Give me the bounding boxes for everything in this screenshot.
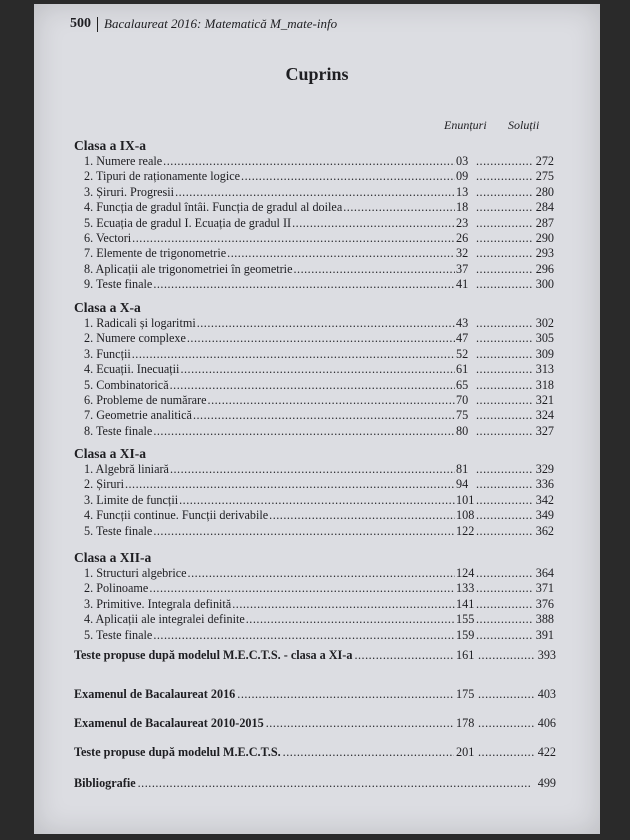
statements-page: 61 <box>456 362 469 377</box>
dot-leader <box>179 493 455 508</box>
section-heading: Clasa a IX-a <box>74 138 147 153</box>
dot-leader <box>232 597 455 612</box>
statements-page: 26 <box>456 230 469 245</box>
toc-row-label: 6. Probleme de numărare <box>84 392 207 407</box>
dot-leader <box>293 262 455 277</box>
section-heading: Clasa a XI-a <box>74 446 147 461</box>
statements-page: 70 <box>456 392 469 407</box>
section-clasa-xi <box>74 446 554 539</box>
toc-row <box>74 477 554 492</box>
solutions-column-header: Soluții <box>508 118 540 132</box>
statements-page: 13 <box>456 184 469 199</box>
dot-leader <box>237 687 454 702</box>
dot-leader <box>476 262 532 277</box>
solutions-page: 342 <box>535 492 554 507</box>
toc-row <box>74 246 554 261</box>
toc-row-label: 4. Aplicații ale integralei definite <box>84 612 245 627</box>
toc-row-label: 5. Combinatorică <box>84 377 169 392</box>
dot-leader <box>180 362 455 377</box>
statements-page: 159 <box>456 627 475 642</box>
solutions-page: 388 <box>535 612 554 627</box>
toc-row-label: 4. Funcția de gradul întâi. Funcția de gradul al doilea <box>84 200 343 215</box>
statements-page: 94 <box>456 477 469 492</box>
solutions-page: 349 <box>535 508 554 523</box>
toc-row <box>74 362 554 377</box>
statements-page: 108 <box>456 508 475 523</box>
solutions-page: 290 <box>535 230 554 245</box>
toc-entry-bac-2010-2015 <box>74 716 556 731</box>
toc-entry-teste-mects-xi <box>74 648 556 663</box>
toc-entry-label: Examenul de Bacalaureat 2016 <box>74 687 236 701</box>
solutions-page: 321 <box>535 392 554 407</box>
solutions-page: 376 <box>535 596 554 611</box>
toc-row <box>74 508 554 523</box>
dot-leader <box>476 628 532 643</box>
dot-leader <box>153 277 455 292</box>
solutions-page: 305 <box>535 331 554 346</box>
statements-page: 75 <box>456 408 469 423</box>
solutions-page: 313 <box>535 362 554 377</box>
solutions-page: 327 <box>535 423 554 438</box>
section-clasa-xii <box>74 550 554 643</box>
toc-row-label: 2. Numere complexe <box>84 331 186 346</box>
dot-leader <box>476 316 532 331</box>
dot-leader <box>292 216 455 231</box>
solutions-page: 293 <box>535 246 554 261</box>
solutions-page: 371 <box>535 581 554 596</box>
dot-leader <box>476 597 532 612</box>
dot-leader <box>476 378 532 393</box>
solutions-page: 302 <box>535 316 554 330</box>
statements-column-header: Enunțuri <box>444 118 487 132</box>
solutions-page: 364 <box>535 566 554 580</box>
solutions-page: 272 <box>535 154 554 168</box>
dot-leader <box>476 169 532 184</box>
solutions-page: 300 <box>535 277 554 292</box>
toc-row-label: 3. Primitive. Integrala definită <box>84 596 232 611</box>
dot-leader <box>476 612 532 627</box>
solutions-page: 362 <box>535 523 554 538</box>
section-heading: Clasa a XII-a <box>74 550 152 565</box>
toc-row <box>74 216 554 231</box>
toc-row-label: 3. Șiruri. Progresii <box>84 184 175 199</box>
dot-leader <box>476 581 532 596</box>
toc-row <box>74 408 554 423</box>
dot-leader <box>193 408 455 423</box>
toc-entry-teste-mects <box>74 745 556 760</box>
toc-row <box>74 347 554 362</box>
solutions-page: 499 <box>537 776 556 790</box>
section-clasa-x <box>74 300 554 439</box>
toc-row <box>74 231 554 246</box>
statements-page: 41 <box>456 277 469 292</box>
toc-row-label: 4. Funcții continue. Funcții derivabile <box>84 508 269 523</box>
dot-leader <box>476 362 532 377</box>
toc-row-label: 1. Numere reale <box>84 154 163 168</box>
toc-row <box>74 185 554 200</box>
toc-row-label: 4. Ecuații. Inecuații <box>84 362 180 377</box>
dot-leader <box>227 246 455 261</box>
book-page <box>34 4 600 834</box>
solutions-page: 391 <box>535 627 554 642</box>
solutions-page: 393 <box>537 648 556 662</box>
solutions-page: 336 <box>535 477 554 492</box>
toc-row-label: 1. Structuri algebrice <box>84 566 187 580</box>
solutions-page: 280 <box>535 184 554 199</box>
toc-row-label: 1. Algebră liniară <box>84 462 169 476</box>
dot-leader <box>170 462 455 477</box>
dot-leader <box>478 716 534 731</box>
toc-row <box>74 262 554 277</box>
toc-row-label: 1. Radicali și logaritmi <box>84 316 196 330</box>
toc-row <box>74 393 554 408</box>
statements-page: 155 <box>456 612 475 627</box>
dot-leader <box>476 408 532 423</box>
dot-leader <box>138 776 532 791</box>
dot-leader <box>476 393 532 408</box>
book-title: Bacalaureat 2016: Matematică M_mate-info <box>104 16 338 31</box>
dot-leader <box>149 581 455 596</box>
dot-leader <box>476 424 532 439</box>
toc-row <box>74 154 554 169</box>
toc-title: Cuprins <box>285 64 349 84</box>
dot-leader <box>354 648 454 663</box>
toc-row-label: 8. Aplicații ale trigonometriei în geometrie <box>84 261 293 276</box>
toc-row-label: 9. Teste finale <box>84 277 153 292</box>
toc-row <box>74 597 554 612</box>
toc-entry-bac-2016 <box>74 687 556 702</box>
dot-leader <box>241 169 455 184</box>
statements-page: 175 <box>456 687 475 701</box>
toc-row-label: 5. Teste finale <box>84 627 153 642</box>
dot-leader <box>269 508 455 523</box>
toc-row-label: 2. Polinoame <box>84 581 149 596</box>
statements-page: 81 <box>456 462 469 476</box>
statements-page: 101 <box>456 492 475 507</box>
dot-leader <box>197 316 455 331</box>
statements-page: 32 <box>456 246 469 261</box>
toc-row-label: 7. Elemente de trigonometrie <box>84 246 227 261</box>
dot-leader <box>283 745 454 760</box>
dot-leader <box>476 200 532 215</box>
toc-row-label: 2. Șiruri <box>84 477 124 492</box>
toc-row-label: 7. Geometrie analitică <box>84 408 192 423</box>
dot-leader <box>188 566 455 581</box>
dot-leader <box>478 687 534 702</box>
dot-leader <box>153 424 455 439</box>
solutions-page: 406 <box>537 716 556 730</box>
dot-leader <box>132 231 455 246</box>
statements-page: 43 <box>456 316 469 330</box>
statements-page: 18 <box>456 200 469 215</box>
solutions-page: 422 <box>537 745 556 759</box>
statements-page: 37 <box>456 261 469 276</box>
toc-row <box>74 581 554 596</box>
toc-row-label: 5. Ecuația de gradul I. Ecuația de gradul II <box>84 215 292 230</box>
statements-page: 03 <box>456 154 469 168</box>
statements-page: 23 <box>456 215 469 230</box>
solutions-page: 403 <box>537 687 556 701</box>
toc-row <box>74 566 554 581</box>
statements-page: 122 <box>456 523 475 538</box>
toc-row <box>74 612 554 627</box>
section-heading: Clasa a X-a <box>74 300 141 315</box>
dot-leader <box>208 393 455 408</box>
statements-page: 80 <box>456 423 469 438</box>
dot-leader <box>125 477 455 492</box>
toc-row <box>74 200 554 215</box>
solutions-page: 309 <box>535 346 554 361</box>
dot-leader <box>478 648 534 663</box>
toc-entry-label: Teste propuse după modelul M.E.C.T.S. <box>74 745 281 759</box>
header-divider <box>97 17 98 32</box>
dot-leader <box>153 524 455 539</box>
running-header <box>70 16 337 32</box>
dot-leader <box>476 331 532 346</box>
dot-leader <box>476 231 532 246</box>
solutions-page: 296 <box>535 261 554 276</box>
dot-leader <box>476 347 532 362</box>
dot-leader <box>163 154 455 169</box>
toc-row <box>74 331 554 346</box>
dot-leader <box>476 154 532 169</box>
dot-leader <box>476 462 532 477</box>
dot-leader <box>476 277 532 292</box>
solutions-page: 287 <box>535 215 554 230</box>
toc-row <box>74 628 554 643</box>
dot-leader <box>153 628 455 643</box>
section-clasa-ix <box>74 138 554 293</box>
solutions-page: 284 <box>535 200 554 215</box>
dot-leader <box>476 477 532 492</box>
toc-row-label: 2. Tipuri de raționamente logice <box>84 169 241 184</box>
toc-entry-label: Bibliografie <box>74 776 136 790</box>
dot-leader <box>132 347 455 362</box>
dot-leader <box>175 185 455 200</box>
toc-row-label: 3. Funcții <box>84 346 131 361</box>
statements-page: 141 <box>456 596 475 611</box>
dot-leader <box>478 745 534 760</box>
statements-page: 47 <box>456 331 469 346</box>
toc-row-label: 3. Limite de funcții <box>84 492 179 507</box>
statements-page: 161 <box>456 648 475 662</box>
page-number: 500 <box>70 16 91 31</box>
dot-leader <box>246 612 455 627</box>
toc-row <box>74 462 554 477</box>
toc-row <box>74 277 554 292</box>
dot-leader <box>343 200 455 215</box>
statements-page: 124 <box>456 566 475 580</box>
dot-leader <box>476 524 532 539</box>
toc-row <box>74 378 554 393</box>
toc-row-label: 8. Teste finale <box>84 423 153 438</box>
toc-entry-label: Examenul de Bacalaureat 2010-2015 <box>74 716 264 730</box>
statements-page: 178 <box>456 716 475 730</box>
solutions-page: 329 <box>535 462 554 476</box>
toc-row <box>74 316 554 331</box>
dot-leader <box>476 508 532 523</box>
statements-page: 52 <box>456 346 469 361</box>
statements-page: 201 <box>456 745 475 759</box>
dot-leader <box>170 378 455 393</box>
dot-leader <box>476 185 532 200</box>
solutions-page: 324 <box>535 408 554 423</box>
dot-leader <box>476 493 532 508</box>
toc-row-label: 6. Vectori <box>84 230 132 245</box>
toc-row <box>74 524 554 539</box>
statements-page: 09 <box>456 169 469 184</box>
dot-leader <box>266 716 454 731</box>
dot-leader <box>476 566 532 581</box>
toc-row <box>74 169 554 184</box>
statements-page: 65 <box>456 377 469 392</box>
toc-entry-label: Teste propuse după modelul M.E.C.T.S. - clasa a XI-a <box>74 648 353 662</box>
statements-page: 133 <box>456 581 475 596</box>
dot-leader <box>187 331 455 346</box>
toc-row-label: 5. Teste finale <box>84 523 153 538</box>
dot-leader <box>476 246 532 261</box>
dot-leader <box>476 216 532 231</box>
solutions-page: 275 <box>535 169 554 184</box>
toc-row <box>74 424 554 439</box>
toc-entry-bibliografie <box>74 776 556 791</box>
toc-row <box>74 493 554 508</box>
solutions-page: 318 <box>535 377 554 392</box>
